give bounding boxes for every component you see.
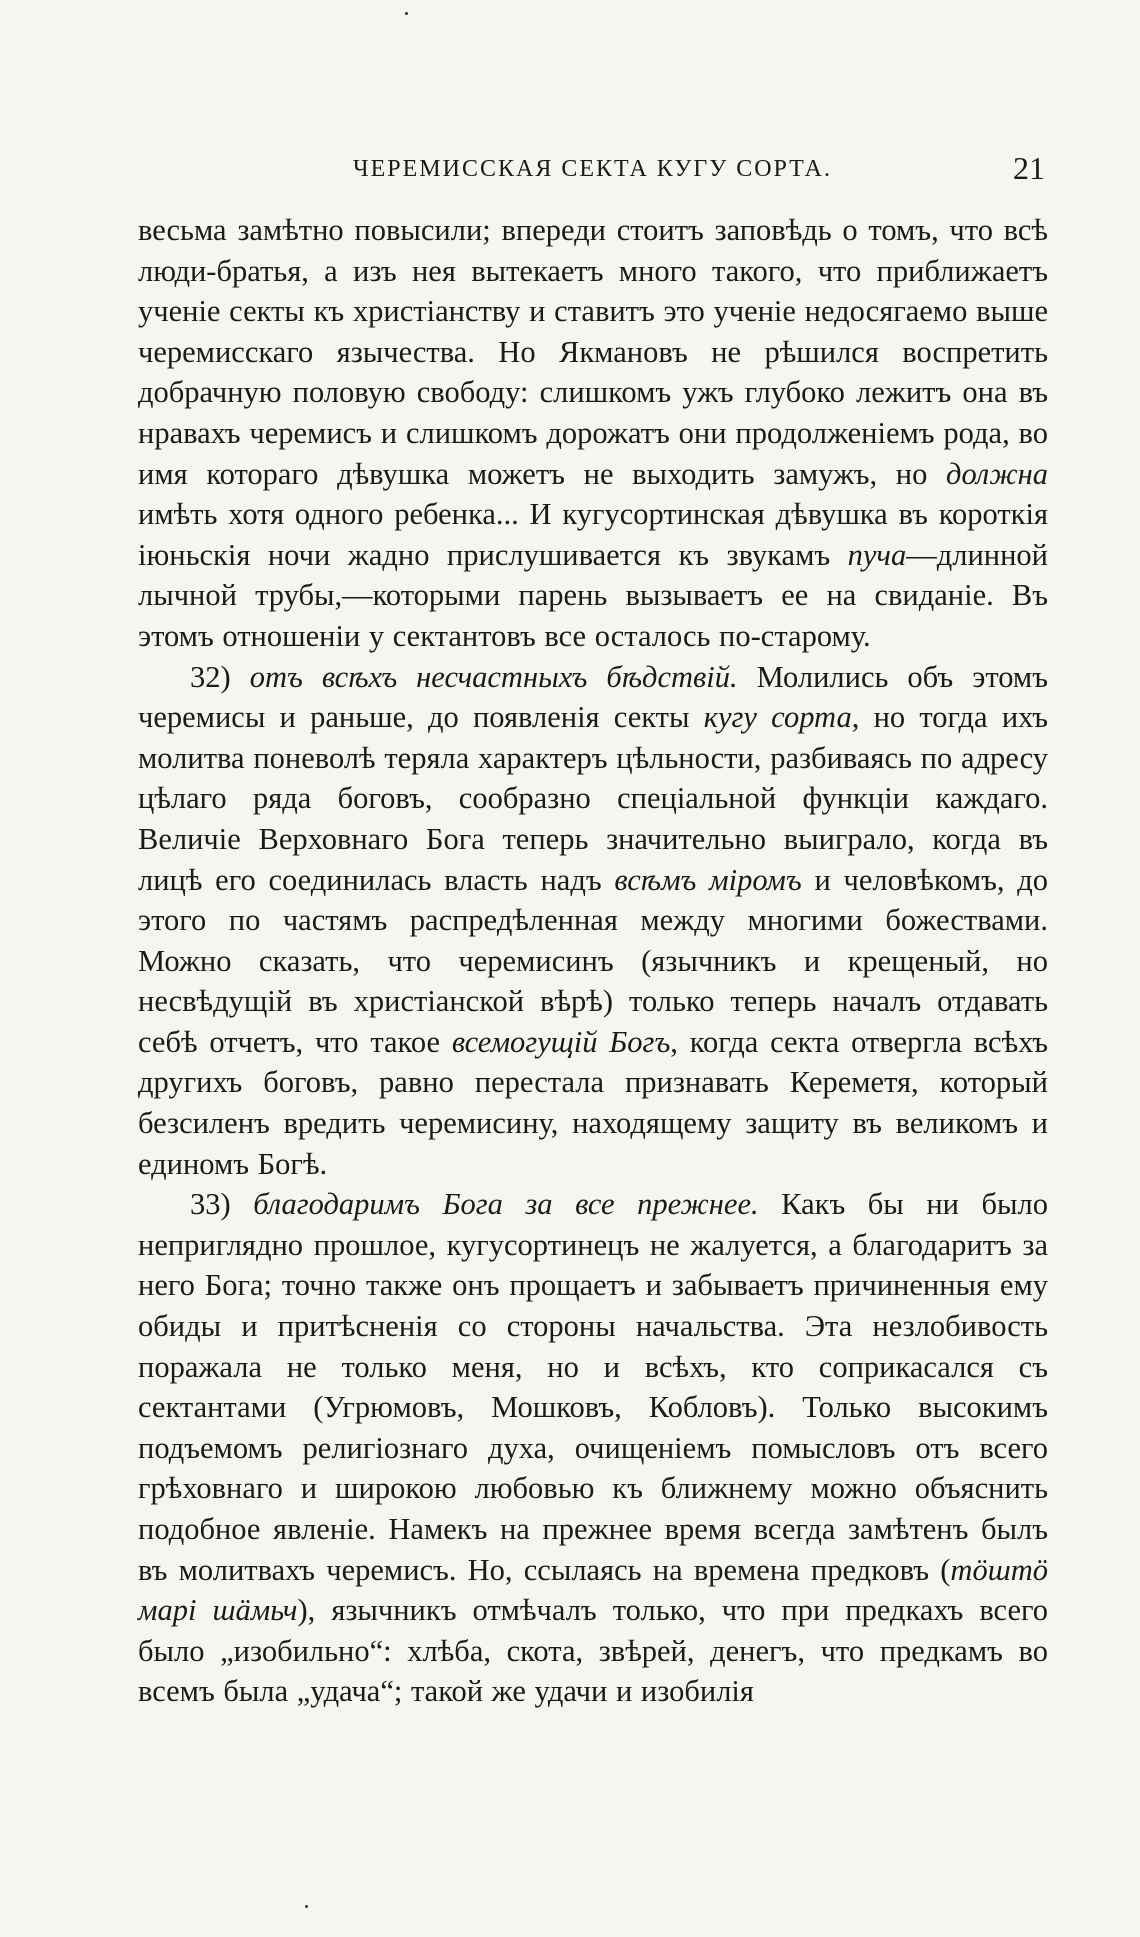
text-run: Молились объ этомъ черемисы и раньше, до появленія секты bbox=[138, 659, 1048, 735]
running-title: ЧЕРЕМИССКАЯ СЕКТА КУГУ СОРТА. bbox=[353, 156, 832, 182]
italic-term: должна bbox=[946, 456, 1048, 491]
paragraph bbox=[138, 210, 1048, 657]
italic-term: всѣмъ міромъ bbox=[614, 862, 802, 897]
text-run: —длинной лычной трубы,—которыми парень вызываетъ ее на свиданіе. Въ этомъ отношеніи у сектантовъ все осталось по-старому. bbox=[138, 537, 1048, 653]
text-run: имѣть хотя одного ребенка... И кугусортинская дѣвушка въ короткія іюньскія ночи жадно прислушивается къ звукамъ bbox=[138, 497, 1048, 572]
print-speck bbox=[305, 1905, 308, 1908]
italic-term: тöштö марі шäмьч bbox=[138, 1552, 1048, 1628]
text-run: Какъ бы ни было неприглядно прошлое, кугусортинецъ не жалуется, а благодаритъ за него Бога; точно также онъ прощаетъ и забываетъ причиненныя ему обиды и притѣсненія со стороны начальства. Эта незлобивость поражала не только меня, но и всѣхъ, кто соприкасался съ сектантами (Угрюмовъ, Мошковъ, Кобловъ). Только высокимъ подъемомъ религіознаго духа, очищеніемъ помысловъ отъ всего грѣховнаго и широкою любовью къ ближнему можно объяснить подобное явленіе. Намекъ на прежнее время всегда замѣтенъ былъ въ молитвахъ черемисъ. Но, ссылаясь на времена предковъ ( bbox=[138, 1187, 1048, 1587]
paragraph bbox=[138, 1184, 1048, 1712]
print-speck bbox=[405, 12, 408, 15]
italic-term: благодаримъ Бога за все прежнее. bbox=[253, 1187, 759, 1222]
paragraph bbox=[138, 657, 1048, 1185]
text-run: ), язычникъ отмѣчалъ только, что при предкахъ всего было „изобильно“: хлѣба, скота, звѣрей, денегъ, что предкамъ во всемъ была „удача“; такой же удачи и изобилія bbox=[138, 1593, 1048, 1709]
text-run: 33) bbox=[190, 1187, 254, 1222]
italic-term: кугу сорта bbox=[703, 700, 852, 735]
page-header bbox=[140, 150, 1045, 190]
text-run: 32) bbox=[190, 659, 250, 694]
text-run: и человѣкомъ, до этого по частямъ распредѣленная между многими божествами. Можно сказать, что черемисинъ (язычникъ и крещеный, но несвѣдущій въ христіанской вѣрѣ) только теперь началъ отдавать себѣ отчетъ, что такое bbox=[138, 862, 1048, 1059]
page-number: 21 bbox=[1013, 150, 1045, 186]
italic-term: пуча bbox=[847, 537, 907, 572]
italic-term: всемогущій Богъ bbox=[451, 1024, 671, 1059]
text-run: , но тогда ихъ молитва поневолѣ теряла характеръ цѣльности, разбиваясь по адресу цѣлаго ряда боговъ, сообразно спеціальной функціи каждаго. Величіе Верховнаго Бога теперь значительно выиграло, когда въ лицѣ его соединилась власть надъ bbox=[138, 700, 1048, 897]
body-text bbox=[138, 210, 1048, 1712]
text-run: весьма замѣтно повысили; впереди стоитъ заповѣдь о томъ, что всѣ люди-братья, а изъ нея вытекаетъ много такого, что приближаетъ ученіе секты къ христіанству и ставитъ это ученіе недосягаемо выше черемисскаго язычества. Но Якмановъ не рѣшился воспретить добрачную половую свободу: слишкомъ ужъ глубоко лежитъ она въ нравахъ черемисъ и слишкомъ дорожатъ они продолженіемъ рода, во имя котораго дѣвушка можетъ не выходить замужъ, но bbox=[138, 213, 1048, 491]
text-run: , когда секта отвергла всѣхъ другихъ боговъ, равно перестала признавать Кереметя, который безсиленъ вредить черемисину, находящему защиту въ великомъ и единомъ Богѣ. bbox=[138, 1024, 1048, 1181]
italic-term: отъ всѣхъ несчастныхъ бѣдствій. bbox=[249, 659, 738, 694]
